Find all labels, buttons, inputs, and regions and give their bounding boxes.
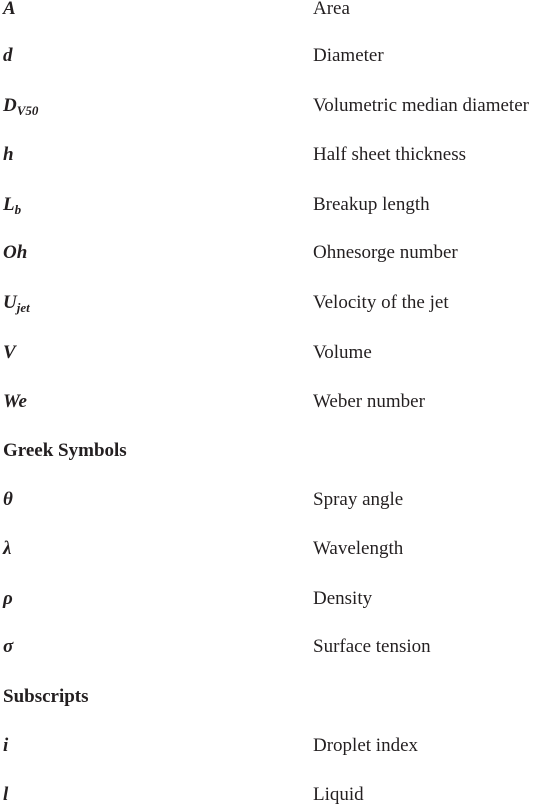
symbol: h — [3, 144, 14, 165]
description: Half sheet thickness — [313, 144, 467, 165]
symbol: d — [3, 45, 13, 66]
symbol: Oh — [3, 242, 28, 263]
symbol: l — [3, 784, 9, 805]
description: Liquid — [313, 784, 364, 805]
description: Wavelength — [313, 538, 404, 559]
symbol: ρ — [3, 588, 13, 609]
description: Velocity of the jet — [313, 292, 449, 313]
description: Ohnesorge number — [313, 242, 458, 263]
table-row — [0, 95, 558, 123]
table-row — [0, 784, 558, 812]
table-row — [0, 194, 558, 222]
subscript: V50 — [16, 103, 39, 118]
table-row — [0, 538, 558, 566]
subscript: jet — [16, 300, 30, 315]
table-row — [0, 242, 558, 270]
section-heading-label: Greek Symbols — [3, 440, 127, 461]
table-row — [0, 144, 558, 172]
description: Droplet index — [313, 735, 419, 756]
description: Surface tension — [313, 636, 431, 657]
table-row — [0, 588, 558, 616]
symbol: $U_{jet}$ — [3, 292, 30, 315]
table-row — [0, 292, 558, 320]
symbol: $D_{V50}$ — [3, 95, 39, 118]
symbol: $L_b$ — [3, 194, 22, 217]
table-row — [0, 342, 558, 370]
description: Weber number — [313, 391, 425, 412]
description: Volume — [313, 342, 372, 363]
description: Volumetric median diameter — [313, 95, 529, 116]
table-row — [0, 45, 558, 73]
symbol: σ — [3, 636, 14, 657]
description: Diameter — [313, 45, 384, 66]
symbol: i — [3, 735, 9, 756]
symbol: A — [3, 0, 16, 19]
table-row — [0, 391, 558, 419]
symbol: θ — [3, 489, 13, 510]
table-row — [0, 489, 558, 517]
section-heading-subscripts — [0, 686, 558, 714]
description: Breakup length — [313, 194, 430, 215]
subscript: b — [14, 202, 22, 217]
description: Area — [313, 0, 350, 19]
section-heading-label: Subscripts — [3, 686, 89, 707]
section-heading-greek — [0, 440, 558, 468]
table-row — [0, 735, 558, 763]
description: Density — [313, 588, 373, 609]
symbol: We — [3, 391, 27, 412]
symbol: V — [3, 342, 16, 363]
table-row — [0, 0, 558, 26]
description: Spray angle — [313, 489, 404, 510]
symbol: λ — [3, 538, 12, 559]
table-row — [0, 636, 558, 664]
